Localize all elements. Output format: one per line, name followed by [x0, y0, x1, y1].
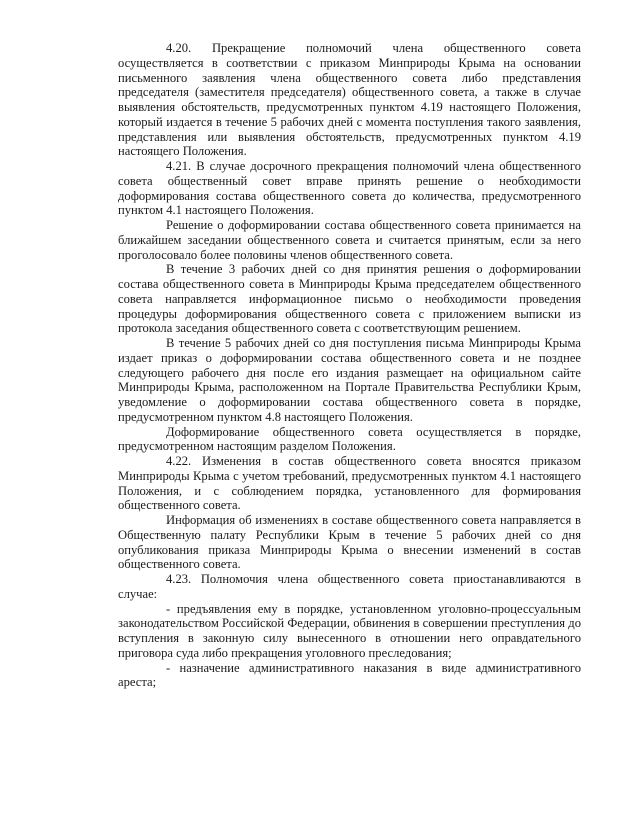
paragraph-change-info: Информация об изменениях в составе общественного совета направляется в Общественную палату Республики Крым в течение 5 рабочих дней со дня опубликования приказа Минприроды Крыма о внесении изменений в состав общественного совета.	[118, 513, 581, 572]
paragraph-4-22: 4.22. Изменения в состав общественного совета вносятся приказом Минприроды Крыма с учетом требований, предусмотренных пунктом 4.1 настоящего Положения, и с соблюдением порядка, установленного для формирования общественного совета.	[118, 454, 581, 513]
list-item-charge: - предъявления ему в порядке, установленном уголовно-процессуальным законодательством Российской Федерации, обвинения в совершении преступления до вступления в законную силу вынесенного в отношении него оправдательного приговора суда либо прекращения уголовного преследования;	[118, 601, 581, 660]
list-item-arrest: - назначение административного наказания в виде административного ареста;	[118, 660, 581, 690]
paragraph-order: В течение 5 рабочих дней со дня поступления письма Минприроды Крыма издает приказ о доформировании состава общественного совета и не позднее следующего рабочего дня после его издания размещает на официальном сайте Минприроды Крыма, расположенном на Портале Правительства Республики Крым, уведомление о доформировании состава общественного совета в порядке, предусмотренном пунктом 4.8 настоящего Положения.	[118, 336, 581, 424]
paragraph-info-letter: В течение 3 рабочих дней со дня принятия решения о доформировании состава общественного совета в Минприроды Крыма председателем общественного совета направляется информационное письмо о необходимости проведения процедуры доформирования общественного совета с приложением выписки из протокола заседания общественного совета с соответствующим решением.	[118, 262, 581, 336]
document-body	[118, 41, 581, 690]
paragraph-4-20: 4.20. Прекращение полномочий члена общественного совета осуществляется в соответствии с приказом Минприроды Крыма на основании письменного заявления члена общественного совета либо представления председателя (заместителя председателя) общественного совета, а также в случае выявления обстоятельств, предусмотренных пунктом 4.19 настоящего Положения, который издается в течение 5 рабочих дней с момента поступления такого заявления, представления или выявления обстоятельств, предусмотренных пунктом 4.19 настоящего Положения.	[118, 41, 581, 159]
paragraph-4-23: 4.23. Полномочия члена общественного совета приостанавливаются в случае:	[118, 572, 581, 601]
paragraph-decision: Решение о доформировании состава общественного совета принимается на ближайшем заседании общественного совета и считается принятым, если за него проголосовало более половины членов общественного совета.	[118, 218, 581, 262]
paragraph-completion: Доформирование общественного совета осуществляется в порядке, предусмотренном настоящим разделом Положения.	[118, 424, 581, 454]
paragraph-4-21: 4.21. В случае досрочного прекращения полномочий члена общественного совета общественный совет вправе принять решение о необходимости доформирования состава общественного совета до количества, предусмотренного пунктом 4.1 настоящего Положения.	[118, 159, 581, 218]
